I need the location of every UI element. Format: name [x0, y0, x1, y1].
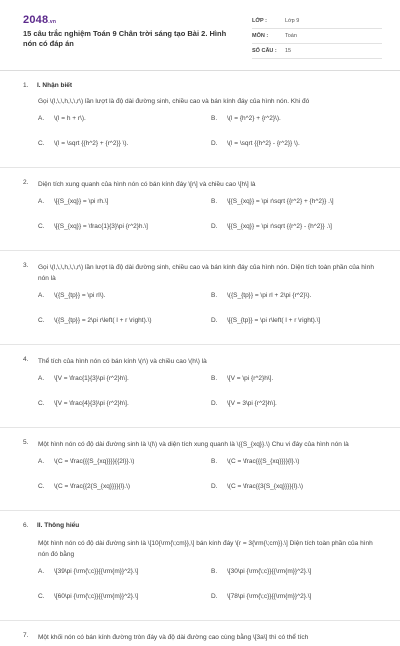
document-meta: [252, 14, 382, 59]
question-7: [0, 632, 400, 643]
option-letter: D.: [211, 223, 218, 230]
option-letter: B.: [211, 375, 218, 382]
document-title: 15 câu trắc nghiệm Toán 9 Chân trời sáng tạo Bài 2. Hình nón có đáp án: [23, 29, 227, 48]
option-text: \[{S_{xq}} = \pi r\sqrt {{r^2} + {h^2}} .\]: [227, 198, 334, 205]
option-text: \(C = \frac{{{S_{xq}}}}{l}.\): [227, 458, 300, 465]
question-text: Diện tích xung quanh của hình nón có bán kính đáy \[r\] và chiều cao \[h\] là: [38, 181, 256, 188]
option-letter: A.: [38, 292, 45, 299]
logo-main: 2048: [23, 14, 49, 26]
option-text: \[{S_{xq}} = \pi rh.\]: [54, 198, 109, 205]
option-letter: C.: [38, 317, 45, 324]
question-number: 2.: [23, 179, 29, 186]
meta-row-question-count: [252, 44, 382, 59]
option-letter: A.: [38, 375, 45, 382]
meta-value: 15: [285, 48, 292, 54]
question-text: Một khối nón có bán kính đường tròn đáy và độ dài đường cao cùng bằng \[3a\] thì có thể tích: [38, 634, 309, 641]
question-divider: [0, 344, 400, 345]
question-number: 5.: [23, 439, 29, 446]
answer-options: [0, 115, 400, 165]
question-4: [0, 356, 400, 425]
meta-label: MÔN :: [252, 33, 269, 39]
option-letter: C.: [38, 483, 45, 490]
option-letter: B.: [211, 568, 218, 575]
logo-suffix: .vn: [48, 19, 57, 25]
meta-value: Lớp 9: [285, 18, 300, 24]
question-divider: [0, 620, 400, 621]
option-text: \(l = h + r\).: [54, 115, 86, 122]
question-number: 7.: [23, 632, 29, 639]
option-text: \[V = 3\pi {r^2}h\].: [227, 400, 277, 407]
option-text: \(C = \frac{{3{S_{xq}}}}{l}.\): [227, 483, 304, 490]
option-text: \(C = \frac{{2{S_{xq}}}}{l}.\): [54, 483, 131, 490]
option-letter: B.: [211, 292, 218, 299]
question-text: Gọi \(l,\,\,h,\,\,r\) lần lượt là độ dài đường sinh, chiều cao và bán kính đáy của hình nón. Diện tích toàn phần của hình nón là: [38, 264, 374, 282]
option-text: \({S_{tp}} = 2\pi r\left( l + r \right).\): [54, 317, 152, 324]
option-letter: A.: [38, 568, 45, 575]
question-list: [0, 82, 400, 643]
question-number: 6.: [23, 522, 29, 529]
option-text: \(l = {h^2} + {r^2}\).: [227, 115, 281, 122]
option-text: \[{S_{tp}} = \pi r\left( l + r \right).\]: [227, 317, 321, 324]
option-text: \({S_{tp}} = \pi rl\).: [54, 292, 106, 299]
question-divider: [0, 427, 400, 428]
option-text: \[78\pi {\rm{\;c}}{{\rm{m}}^2}.\]: [227, 593, 312, 600]
question-divider: [0, 167, 400, 168]
option-letter: D.: [211, 140, 218, 147]
question-divider: [0, 510, 400, 511]
option-letter: C.: [38, 400, 45, 407]
meta-row-subject: [252, 29, 382, 44]
option-letter: C.: [38, 593, 45, 600]
header-divider: [0, 70, 400, 71]
option-letter: D.: [211, 483, 218, 490]
question-number: 3.: [23, 262, 29, 269]
question-5: [0, 439, 400, 508]
answer-options: [0, 198, 400, 248]
question-text: Thể tích của hình nón có bán kính \(r\) và chiều cao \(h\) là: [38, 358, 207, 365]
option-letter: D.: [211, 400, 218, 407]
option-text: \[V = \frac{4}{3}\pi {r^2}h\].: [54, 400, 129, 407]
question-1: [0, 82, 400, 165]
answer-options: [0, 568, 400, 618]
answer-options: [0, 458, 400, 508]
meta-label: SỐ CÂU :: [252, 48, 277, 54]
answer-options: [0, 292, 400, 342]
option-text: \[V = \pi {r^2}h\].: [227, 375, 274, 382]
question-text: Một hình nón có độ dài đường sinh là \[10{\rm{\;cm}},\] bán kính đáy \[r = 3{\rm{\;cm}}.\] Diện tích toàn phần của hình nón đó bằng: [38, 540, 373, 558]
document-header: [0, 0, 400, 66]
option-letter: B.: [211, 458, 218, 465]
question-text: Một hình nón có độ dài đường sinh là \(l\) và diện tích xung quanh là \({S_{xq}}.\) Chu vi đáy của hình nón là: [38, 441, 349, 448]
option-text: \({S_{tp}} = \pi rl + 2\pi {r^2}\).: [227, 292, 312, 299]
question-2: [0, 179, 400, 248]
meta-label: LỚP :: [252, 18, 267, 24]
option-text: \[39\pi {\rm{\;c}}{{\rm{m}}^2}.\]: [54, 568, 139, 575]
question-text: Gọi \(l,\,\,h,\,\,r\) lần lượt là độ dài đường sinh, chiều cao và bán kính đáy của hình nón. Khi đó: [38, 98, 310, 105]
meta-value: Toán: [285, 33, 297, 39]
option-letter: A.: [38, 198, 45, 205]
section-heading: II. Thông hiểu: [37, 522, 80, 529]
meta-row-class: [252, 14, 382, 29]
option-text: \[{S_{xq}} = \pi r\sqrt {{r^2} - {h^2}} .\]: [227, 223, 332, 230]
question-head: [0, 82, 400, 96]
option-letter: B.: [211, 198, 218, 205]
option-letter: C.: [38, 140, 45, 147]
option-text: \(l = \sqrt {{h^2} - {r^2}} \).: [227, 140, 300, 147]
option-text: \[V = \frac{1}{3}\pi {r^2}h\].: [54, 375, 129, 382]
question-6: [0, 522, 400, 618]
option-letter: D.: [211, 317, 218, 324]
section-heading: I. Nhận biết: [37, 82, 73, 89]
option-letter: B.: [211, 115, 218, 122]
option-letter: A.: [38, 115, 45, 122]
question-3: [0, 262, 400, 342]
answer-options: [0, 375, 400, 425]
option-text: \(C = \frac{{{S_{xq}}}}{{2l}}.\): [54, 458, 135, 465]
question-divider: [0, 250, 400, 251]
option-text: \[30\pi {\rm{\;c}}{{\rm{m}}^2}.\]: [227, 568, 312, 575]
option-text: \[60\pi {\rm{\;c}}{{\rm{m}}^2}.\]: [54, 593, 139, 600]
option-letter: A.: [38, 458, 45, 465]
option-text: \[{S_{xq}} = \frac{1}{3}\pi {r^2}h.\]: [54, 223, 148, 230]
site-logo[interactable]: [23, 14, 56, 26]
question-head: [0, 522, 400, 536]
option-letter: C.: [38, 223, 45, 230]
question-number: 4.: [23, 356, 29, 363]
question-number: 1.: [23, 82, 29, 89]
option-text: \(l = \sqrt {{h^2} + {r^2}} \).: [54, 140, 129, 147]
option-letter: D.: [211, 593, 218, 600]
